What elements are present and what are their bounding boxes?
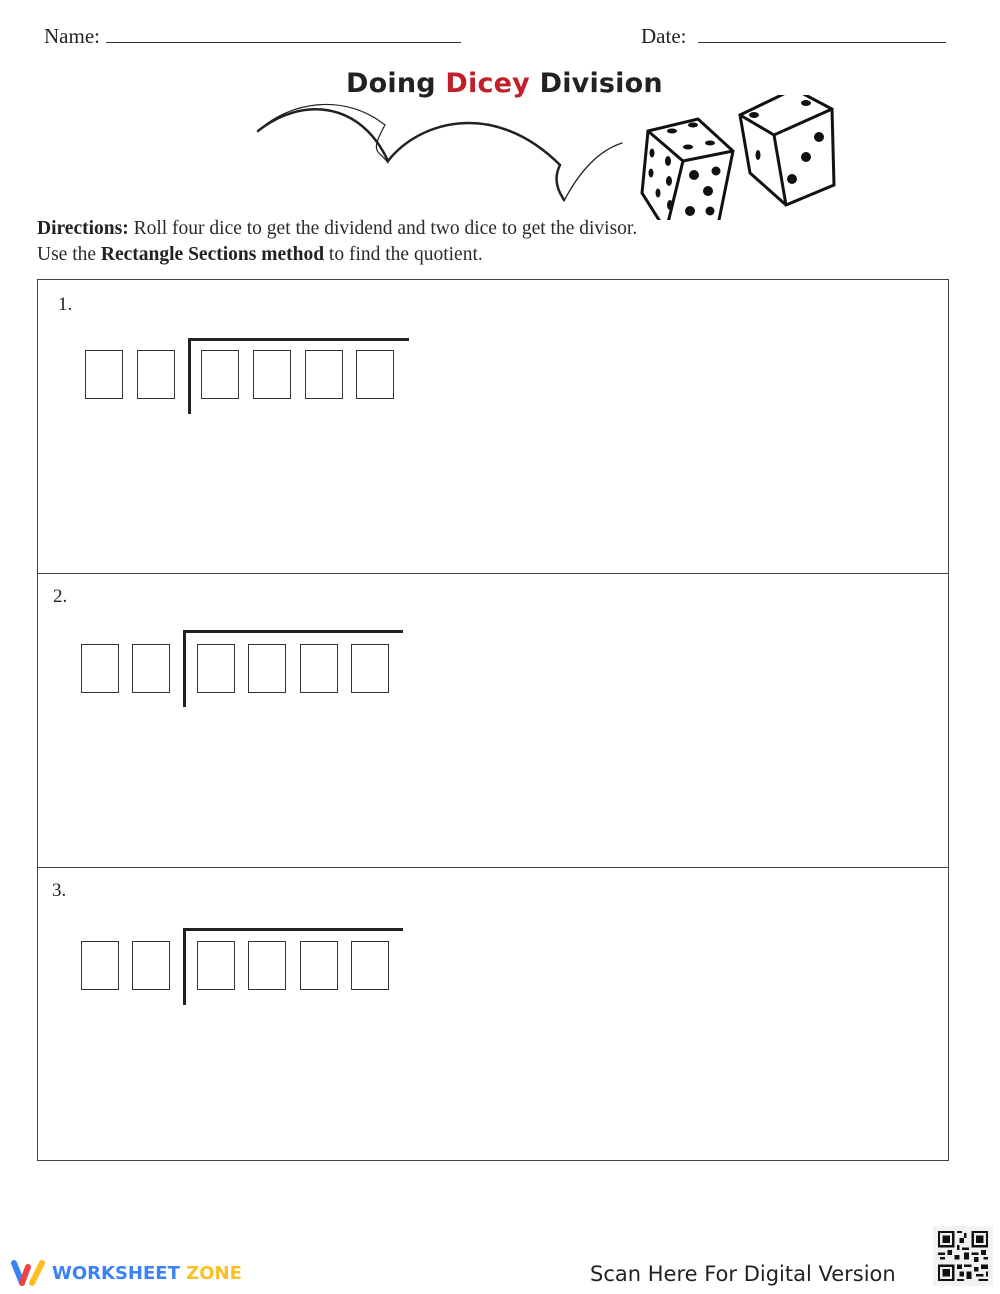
division-bracket-icon — [188, 338, 191, 414]
directions-line-2-post: to find the quotient. — [324, 244, 483, 265]
dividend-box[interactable] — [248, 644, 286, 693]
directions-label: Directions: — [37, 218, 129, 239]
problem-section-2 — [38, 573, 948, 867]
dividend-box[interactable] — [201, 350, 239, 399]
logo-w-icon — [10, 1259, 46, 1287]
directions-line-1: Roll four dice to get the dividend and two dice to get the divisor. — [128, 218, 638, 239]
division-bar — [188, 338, 409, 341]
dividend-box[interactable] — [356, 350, 394, 399]
problem-number: 2. — [53, 586, 68, 607]
scan-text: Scan Here For Digital Version — [590, 1262, 896, 1286]
name-blank-line[interactable] — [106, 26, 461, 43]
dividend-box[interactable] — [305, 350, 343, 399]
dividend-box[interactable] — [300, 644, 338, 693]
divisor-box[interactable] — [85, 350, 123, 399]
division-bracket-icon — [183, 928, 186, 1005]
qr-code-icon[interactable] — [933, 1226, 993, 1286]
division-bracket-icon — [183, 630, 186, 707]
dividend-box[interactable] — [300, 941, 338, 990]
problem-section-1 — [38, 280, 948, 573]
worksheet-zone-logo[interactable] — [10, 1259, 242, 1287]
problems-box — [37, 279, 949, 1161]
method-name: Rectangle Sections method — [100, 244, 325, 265]
directions-line-2-pre: Use the — [37, 244, 101, 265]
divisor-box[interactable] — [81, 941, 119, 990]
division-bar — [183, 928, 403, 931]
dividend-box[interactable] — [351, 644, 389, 693]
die-icon — [740, 95, 834, 205]
title-word-dicey: Dicey — [445, 68, 530, 99]
name-label: Name: — [44, 24, 100, 48]
date-field — [641, 24, 946, 49]
dice-bounce-illustration — [250, 95, 850, 220]
dividend-box[interactable] — [253, 350, 291, 399]
divisor-box[interactable] — [137, 350, 175, 399]
date-label: Date: — [641, 24, 687, 48]
problem-section-3 — [38, 867, 948, 1161]
dividend-box[interactable] — [197, 644, 235, 693]
bounce-path-icon — [258, 104, 622, 201]
problem-number: 1. — [58, 294, 73, 315]
name-field — [44, 24, 461, 49]
brand-zone: ZONE — [186, 1262, 242, 1284]
dividend-box[interactable] — [351, 941, 389, 990]
date-blank-line[interactable] — [698, 26, 946, 43]
die-icon — [642, 119, 733, 220]
directions-text — [37, 216, 637, 268]
division-bar — [183, 630, 403, 633]
divisor-box[interactable] — [132, 644, 170, 693]
title-word-doing: Doing — [346, 68, 436, 99]
problem-number: 3. — [52, 880, 67, 901]
brand-worksheet: WORKSHEET — [52, 1262, 180, 1284]
title-word-division: Division — [539, 68, 663, 99]
dividend-box[interactable] — [248, 941, 286, 990]
divisor-box[interactable] — [132, 941, 170, 990]
dividend-box[interactable] — [197, 941, 235, 990]
divisor-box[interactable] — [81, 644, 119, 693]
